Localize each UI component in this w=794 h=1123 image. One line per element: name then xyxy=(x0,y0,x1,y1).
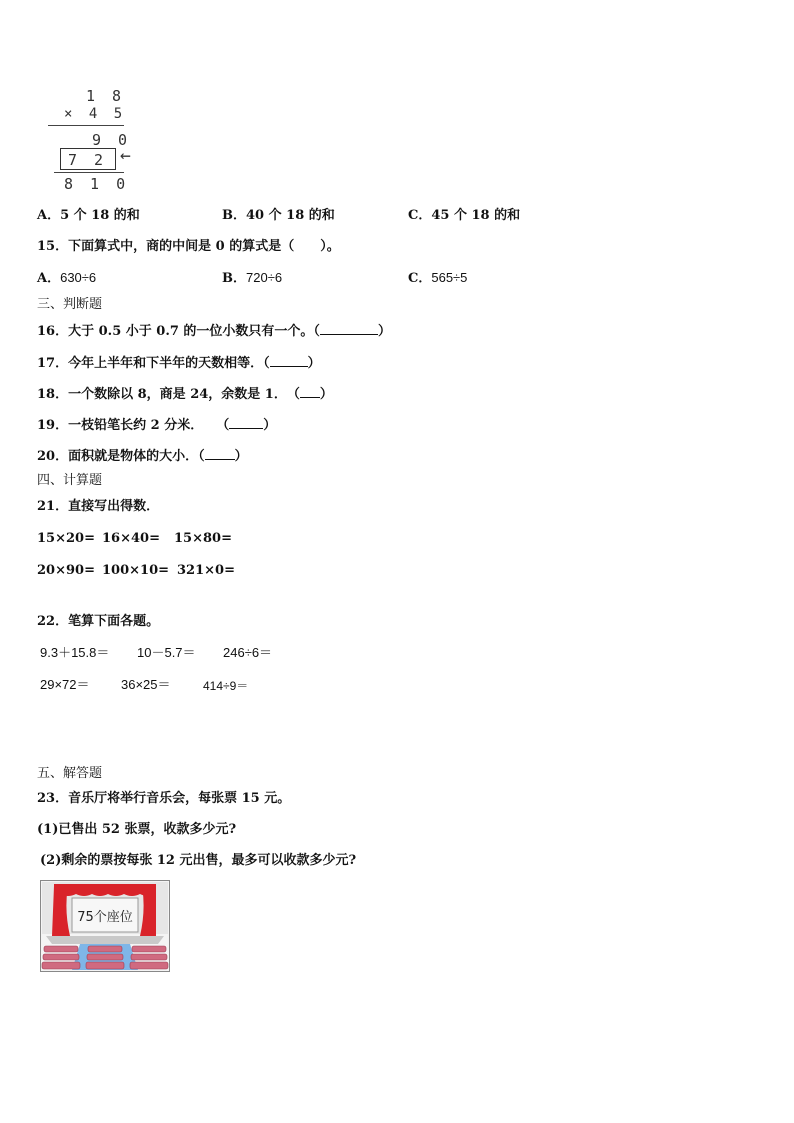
seat-row xyxy=(131,954,167,960)
answer-blank[interactable] xyxy=(270,353,308,367)
seat-row xyxy=(86,962,124,969)
q22-item: 29×72＝ xyxy=(40,677,90,692)
q21-item: 16×40= xyxy=(102,531,160,546)
seat-row xyxy=(88,946,122,952)
q21-item: 321×0= xyxy=(177,563,235,578)
q22-text: 22．笔算下面各题。 xyxy=(37,614,160,629)
q21-item: 100×10= xyxy=(102,563,170,578)
multiplier: × 4 5 xyxy=(64,106,127,122)
q15-option-a: A．630÷6 xyxy=(37,270,97,286)
q15-option-c: C．565÷5 xyxy=(408,270,468,286)
q23-part-2: (2)剩余的票按每张 12 元出售，最多可以收款多少元? xyxy=(40,853,357,868)
partial-product-1: 9 0 xyxy=(92,131,132,149)
multiplication-figure xyxy=(48,86,158,196)
q14-option-b: B．40 个 18 的和 xyxy=(222,208,335,223)
q15-text: 15．下面算式中，商的中间是 0 的算式是（ ）。 xyxy=(37,239,340,254)
seat-row xyxy=(44,946,78,952)
q22-item: 246÷6＝ xyxy=(223,645,273,660)
q21-item: 15×20= xyxy=(37,531,95,546)
seat-row xyxy=(132,946,166,952)
answer-blank[interactable] xyxy=(320,321,378,335)
answer-blank[interactable] xyxy=(229,415,263,429)
q22-item: 414÷9＝ xyxy=(203,679,249,693)
seat-row xyxy=(43,954,79,960)
answer-blank[interactable] xyxy=(205,446,235,460)
product: 8 1 0 xyxy=(64,175,130,193)
q21-item: 20×90= xyxy=(37,563,95,578)
seat-row xyxy=(130,962,168,969)
q17: 17．今年上半年和下半年的天数相等．（ ） xyxy=(37,353,321,373)
q19: 19．一枝铅笔长约 2 分米． （ ） xyxy=(37,415,276,435)
section-5-heading: 五、解答题 xyxy=(37,766,103,781)
q22-item: 9.3＋15.8＝ xyxy=(40,645,110,660)
arrow-left-icon: ← xyxy=(120,145,131,166)
stage-floor xyxy=(46,936,164,944)
q15-option-b: B．720÷6 xyxy=(222,270,283,286)
partial-product-2: 7 2 xyxy=(68,151,108,169)
q21-text: 21．直接写出得数． xyxy=(37,499,160,514)
q14-option-a: A．5 个 18 的和 xyxy=(37,208,140,223)
answer-blank[interactable] xyxy=(300,384,320,398)
q16: 16．大于 0.5 小于 0.7 的一位小数只有一个。（ ） xyxy=(37,321,391,341)
q20: 20．面积就是物体的大小．（ ） xyxy=(37,446,248,466)
rule-2 xyxy=(54,172,124,173)
q22-item: 10－5.7＝ xyxy=(137,645,196,660)
q22-item: 36×25＝ xyxy=(121,677,171,692)
seat-row xyxy=(87,954,123,960)
q18: 18．一个数除以 8，商是 24，余数是 1． （ ） xyxy=(37,384,333,404)
section-4-heading: 四、计算题 xyxy=(37,473,103,488)
concert-hall-image xyxy=(40,880,170,972)
seat-row xyxy=(42,962,80,969)
q23-part-1: (1)已售出 52 张票，收款多少元? xyxy=(37,822,237,837)
curtain-valance xyxy=(54,884,156,896)
q21-item: 15×80= xyxy=(174,531,232,546)
multiplicand: 1 8 xyxy=(86,87,126,105)
q14-option-c: C．45 个 18 的和 xyxy=(408,208,521,223)
section-3-heading: 三、判断题 xyxy=(37,297,103,312)
hall-label: 75个座位 xyxy=(77,910,133,925)
q23-text: 23．音乐厅将举行音乐会，每张票 15 元。 xyxy=(37,791,291,806)
seat-rows xyxy=(42,946,168,969)
rule-1 xyxy=(48,125,124,126)
